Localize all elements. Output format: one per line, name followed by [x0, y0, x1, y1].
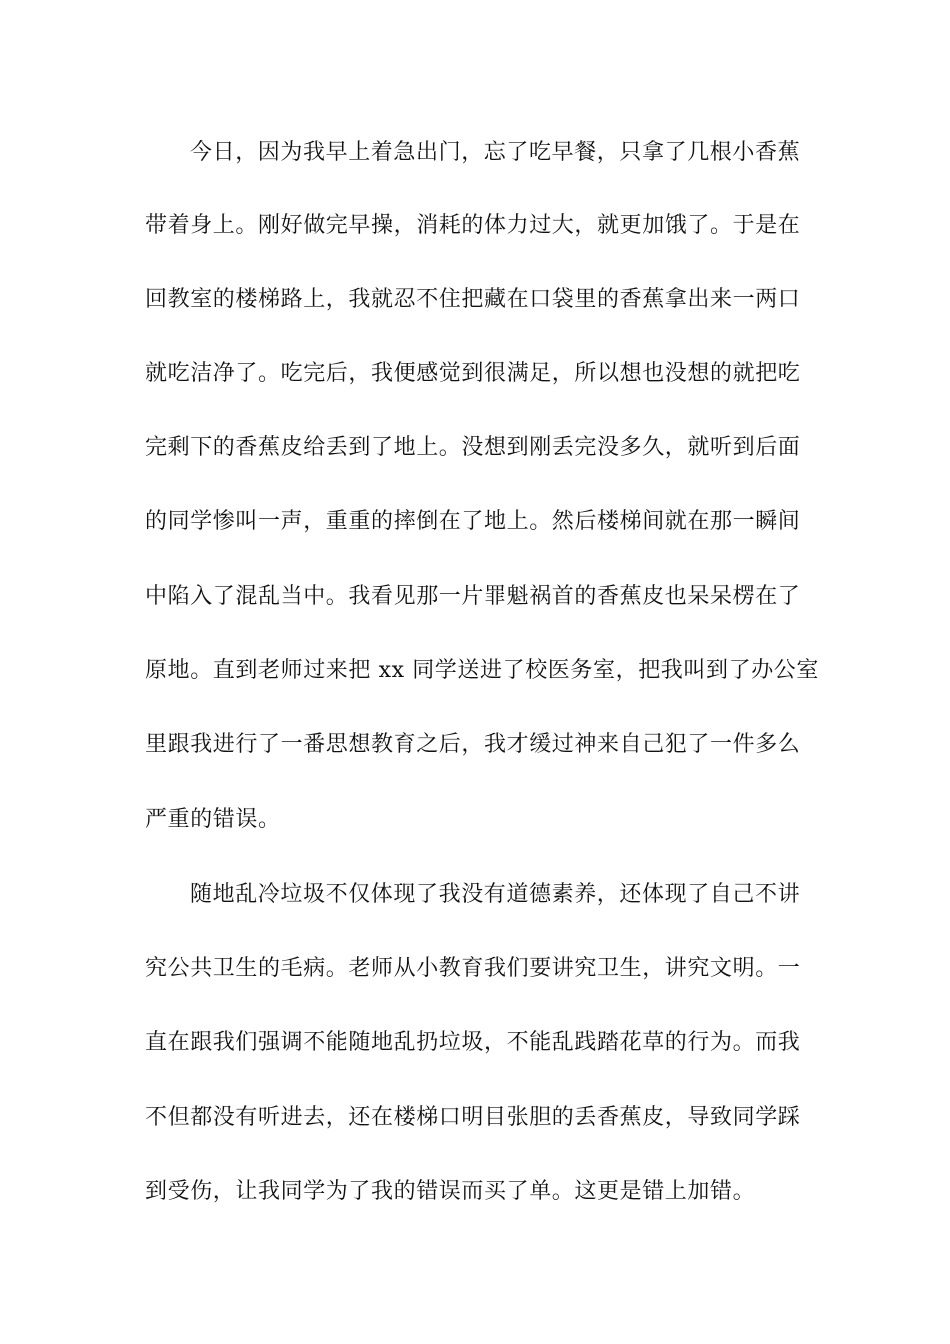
paragraph-1-line-3: 回教室的楼梯路上，我就忍不住把藏在口袋里的香蕉拿出来一两口 — [145, 287, 801, 312]
paragraph-1-line-8: 原地。直到老师过来把 xx 同学送进了校医务室，把我叫到了办公室 — [145, 658, 820, 683]
paragraph-2-line-5: 到受伤，让我同学为了我的错误而买了单。这更是错上加错。 — [145, 1179, 756, 1204]
paragraph-1-line-10: 严重的错误。 — [145, 807, 281, 832]
paragraph-1-line-6: 的同学惨叫一声，重重的摔倒在了地上。然后楼梯间就在那一瞬间 — [145, 509, 801, 534]
paragraph-2-line-3: 直在跟我们强调不能随地乱扔垃圾，不能乱践踏花草的行为。而我 — [145, 1030, 801, 1055]
paragraph-1-line-1: 今日，因为我早上着急出门，忘了吃早餐，只拿了几根小香蕉 — [190, 140, 801, 165]
paragraph-1-line-2: 带着身上。刚好做完早操，消耗的体力过大，就更加饿了。于是在 — [145, 213, 801, 238]
paragraph-1-line-4: 就吃洁净了。吃完后，我便感觉到很满足，所以想也没想的就把吃 — [145, 361, 801, 386]
paragraph-2-line-4: 不但都没有听进去，还在楼梯口明目张胆的丢香蕉皮，导致同学踩 — [145, 1105, 801, 1130]
paragraph-2-line-1: 随地乱冷垃圾不仅体现了我没有道德素养，还体现了自己不讲 — [190, 882, 801, 907]
paragraph-1-line-9: 里跟我进行了一番思想教育之后，我才缓过神来自己犯了一件多么 — [145, 732, 801, 757]
paragraph-1-line-7: 中陷入了混乱当中。我看见那一片罪魁祸首的香蕉皮也呆呆楞在了 — [145, 584, 801, 609]
paragraph-2-line-2: 究公共卫生的毛病。老师从小教育我们要讲究卫生，讲究文明。一 — [145, 956, 801, 981]
paragraph-1-line-5: 完剩下的香蕉皮给丢到了地上。没想到刚丢完没多久，就听到后面 — [145, 435, 801, 460]
